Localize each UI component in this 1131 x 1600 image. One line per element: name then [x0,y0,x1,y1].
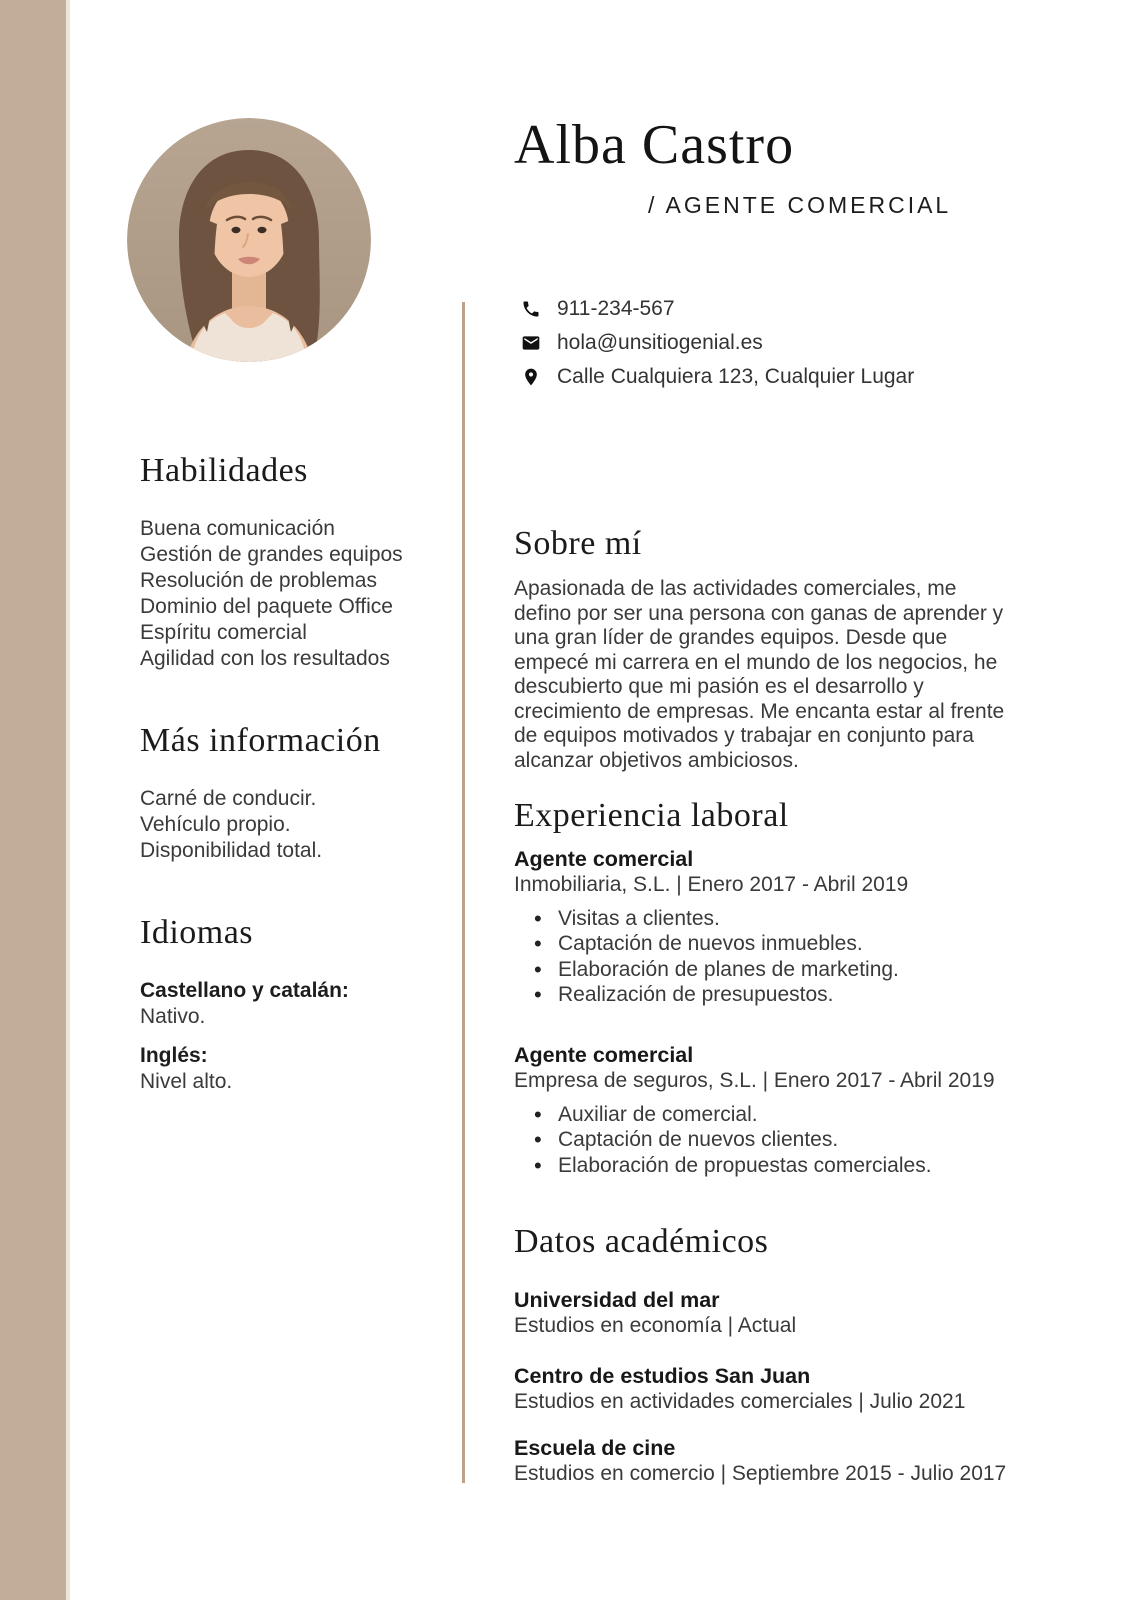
experience-section [514,797,1014,1178]
email-address: hola@unsitiogenial.es [557,331,763,354]
education-section [514,1223,1014,1486]
about-text: Apasionada de las actividades comerciales, me defino por ser una persona con ganas de aprender y una gran líder de grandes equipos. Desde que empecé mi carrera en el mundo de los negocios, he descubierto que mi pasión es el desarrollo y crecimiento de empresas. Me encanta estar al frente de equipos motivados y trabajar en conjunto para alcanzar objetivos ambiciosos. [514,577,1005,772]
about-section [514,525,1006,773]
school-name: Escuela de cine [514,1436,676,1460]
skill-item: Espíritu comercial [140,621,307,644]
school-entry [514,1288,1014,1338]
school-meta: Estudios en comercio | Septiembre 2015 - Julio 2017 [514,1462,1007,1485]
mail-icon [521,333,541,353]
language-name: Castellano y catalán: [140,979,349,1002]
contact-block [514,292,914,394]
language-entry [140,1043,455,1095]
education-heading: Datos académicos [514,1223,769,1260]
school-meta: Estudios en actividades comerciales | Julio 2021 [514,1390,966,1413]
accent-stripe [0,0,70,1600]
skill-item: Dominio del paquete Office [140,595,393,618]
job-bullet: • Visitas a clientes. [514,906,1014,931]
language-entry [140,978,455,1030]
school-name: Universidad del mar [514,1288,720,1312]
sidebar [140,452,455,1095]
location-pin-icon [521,367,541,387]
name-heading: Alba Castro [514,114,795,176]
contact-phone-row [514,292,914,326]
job-title-text: Agente comercial [514,1043,694,1068]
language-level: Nivel alto. [140,1070,233,1093]
job-bullet: • Captación de nuevos clientes. [514,1127,1014,1152]
more-info-item: Disponibilidad total. [140,839,323,862]
job-bullet: • Captación de nuevos inmuebles. [514,931,1014,956]
header [514,116,1014,219]
job-bullet: • Elaboración de propuestas comerciales. [514,1153,1014,1178]
phone-number: 911-234-567 [557,297,675,320]
job-entry [514,1043,1014,1178]
about-heading: Sobre mí [514,525,642,562]
skills-list [140,516,455,672]
profile-photo [127,118,371,362]
job-title: / AGENTE COMERCIAL [648,191,952,218]
job-bullet: • Elaboración de planes de marketing. [514,957,1014,982]
skill-item: Buena comunicación [140,517,335,540]
avatar-illustration [127,118,371,362]
school-name: Centro de estudios San Juan [514,1364,811,1388]
job-meta: Empresa de seguros, S.L. | Enero 2017 - Abril 2019 [514,1069,995,1093]
contact-address-row [514,360,914,394]
phone-icon [521,299,541,319]
job-meta: Inmobiliaria, S.L. | Enero 2017 - Abril 2019 [514,873,909,896]
street-address: Calle Cualquiera 123, Cualquier Lugar [557,365,915,388]
more-info-heading: Más información [140,722,381,759]
more-info-item: Carné de conducir. [140,787,317,810]
job-bullets [514,1102,1014,1178]
contact-email-row [514,326,914,360]
more-info-item: Vehículo propio. [140,813,291,836]
school-meta: Estudios en economía | Actual [514,1314,797,1337]
language-name: Inglés: [140,1044,208,1067]
column-divider [462,302,465,1483]
skill-item: Resolución de problemas [140,569,377,592]
school-entry [514,1436,1014,1486]
languages-heading: Idiomas [140,914,254,951]
job-bullets [514,906,1014,1007]
experience-heading: Experiencia laboral [514,797,789,834]
language-level: Nativo. [140,1005,206,1028]
skills-heading: Habilidades [140,452,308,489]
job-entry [514,847,1014,1007]
job-title-text: Agente comercial [514,847,694,871]
more-info-list [140,786,455,864]
school-entry [514,1364,1014,1414]
skill-item: Gestión de grandes equipos [140,543,403,566]
skill-item: Agilidad con los resultados [140,647,390,670]
job-bullet: • Auxiliar de comercial. [514,1102,1014,1127]
job-bullet: • Realización de presupuestos. [514,982,1014,1007]
